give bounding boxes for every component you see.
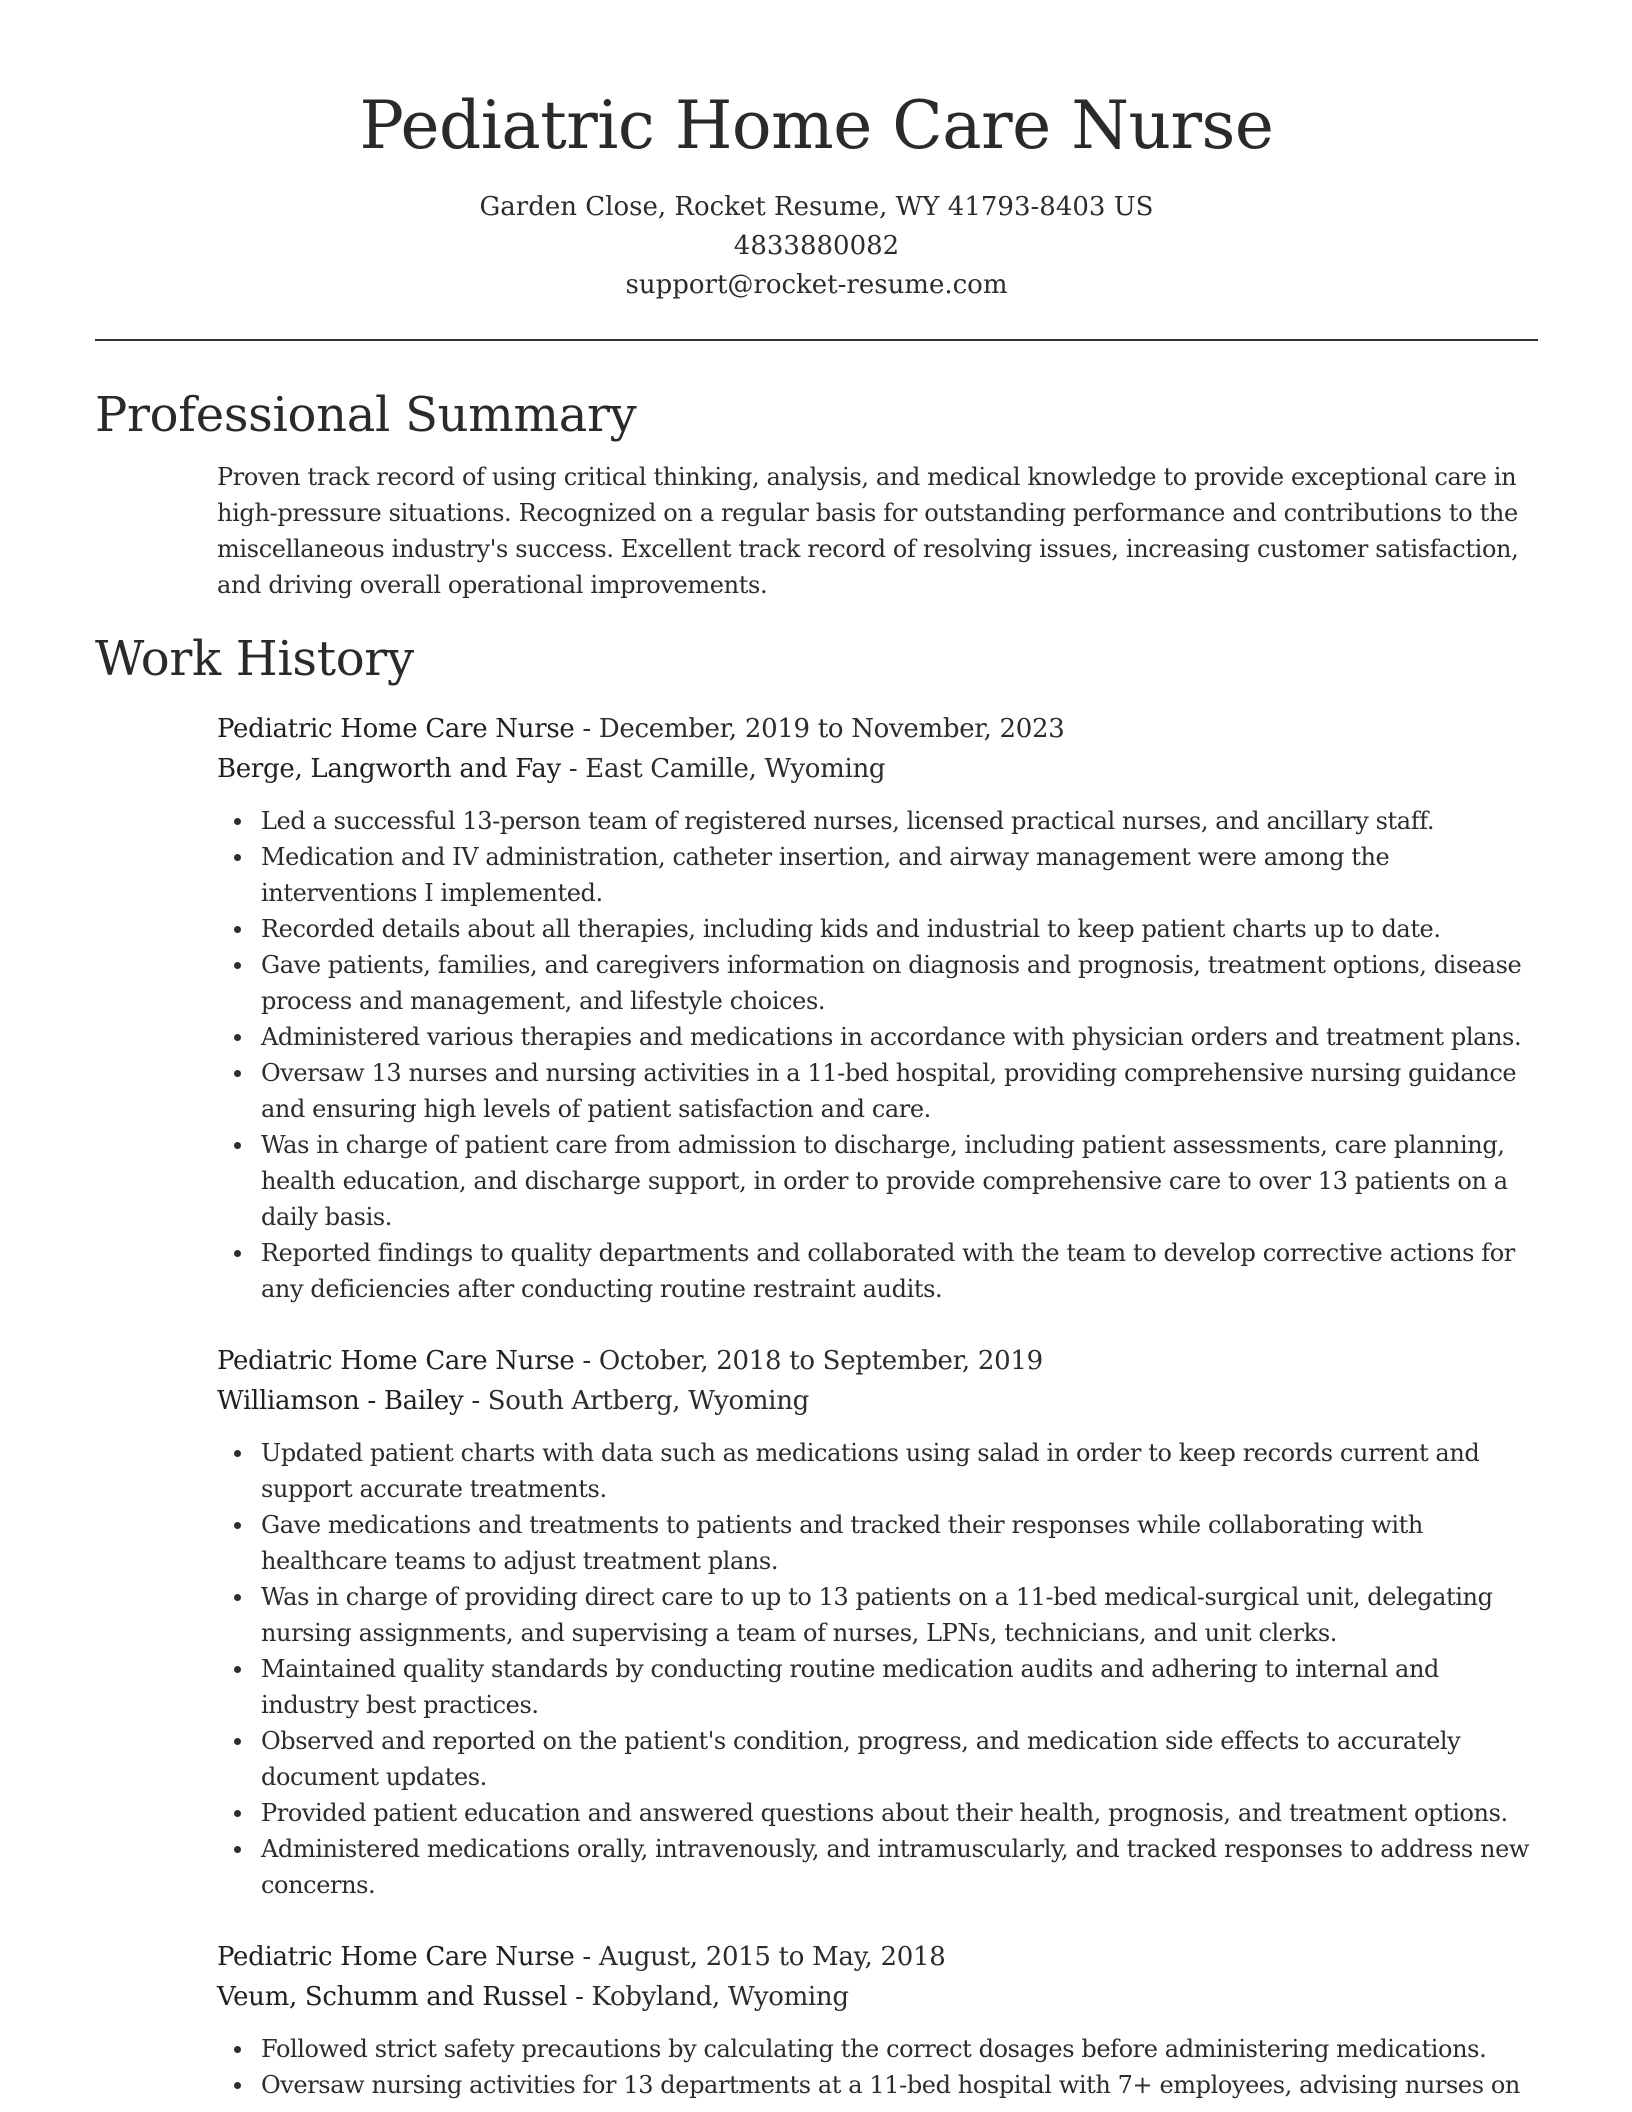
section-title-summary: Professional Summary <box>95 387 637 443</box>
job-location: - East Camille, Wyoming <box>560 754 886 784</box>
job-bullet: Followed strict safety precautions by calculating the correct dosages before administering medications. <box>261 2031 1539 2067</box>
job-company-line <box>217 1977 1539 2017</box>
job-role: Pediatric Home Care Nurse <box>217 714 575 744</box>
job-bullets <box>217 1435 1539 1903</box>
job-location: - Kobyland, Wyoming <box>567 1982 849 2012</box>
job-bullet: Was in charge of providing direct care to up to 13 patients on a 11-bed medical-surgical unit, delegating nursing assignments, and supervising a team of nurses, LPNs, technicians, and unit clerks. <box>261 1579 1539 1651</box>
job-dates: - October, 2018 to September, 2019 <box>574 1346 1043 1376</box>
job-entry <box>217 1341 1539 1903</box>
job-entry <box>217 1937 1539 2103</box>
job-bullet: Recorded details about all therapies, including kids and industrial to keep patient charts up to date. <box>261 911 1539 947</box>
job-bullet: Reported findings to quality departments and collaborated with the team to develop corrective actions for any deficiencies after conducting routine restraint audits. <box>261 1235 1539 1307</box>
job-bullets <box>217 803 1539 1307</box>
job-bullet: Gave medications and treatments to patients and tracked their responses while collaborating with healthcare teams to adjust treatment plans. <box>261 1507 1539 1579</box>
job-bullet: Was in charge of patient care from admission to discharge, including patient assessments, care planning, health education, and discharge support, in order to provide comprehensive care to over 13 patients on a daily basis. <box>261 1127 1539 1235</box>
summary-text: Proven track record of using critical thinking, analysis, and medical knowledge to provide exceptional care in high-pressure situations. Recognized on a regular basis for outstanding performance and contributions to the miscellaneous industry's success. Excellent track record of resolving issues, increasing customer satisfaction, and driving overall operational improvements. <box>217 463 1519 599</box>
job-title-line <box>217 1937 1539 1977</box>
job-location: - South Artberg, Wyoming <box>463 1386 809 1416</box>
header-divider <box>95 339 1538 341</box>
job-bullet: Administered medications orally, intravenously, and intramuscularly, and tracked responses to address new concerns. <box>261 1831 1539 1903</box>
job-role: Pediatric Home Care Nurse <box>217 1942 575 1972</box>
contact-phone: 4833880082 <box>733 231 900 261</box>
job-bullet: Led a successful 13-person team of registered nurses, licensed practical nurses, and ancillary staff. <box>261 803 1539 839</box>
contact-block <box>95 188 1538 305</box>
job-company-line <box>217 1381 1539 1421</box>
job-role: Pediatric Home Care Nurse <box>217 1346 575 1376</box>
job-bullet: Observed and reported on the patient's condition, progress, and medication side effects to accurately document updates. <box>261 1723 1539 1795</box>
section-title-work-history: Work History <box>95 631 414 687</box>
job-entry <box>217 709 1539 1307</box>
job-bullet: Maintained quality standards by conducting routine medication audits and adhering to internal and industry best practices. <box>261 1651 1539 1723</box>
job-company: Veum, Schumm and Russel <box>217 1982 568 2012</box>
job-title-line <box>217 1341 1539 1381</box>
resume-name: Pediatric Home Care Nurse <box>359 87 1274 164</box>
job-bullet: Medication and IV administration, catheter insertion, and airway management were among the interventions I implemented. <box>261 839 1539 911</box>
job-bullet: Gave patients, families, and caregivers information on diagnosis and prognosis, treatment options, disease process and management, and lifestyle choices. <box>261 947 1539 1019</box>
job-company: Berge, Langworth and Fay <box>217 754 561 784</box>
job-dates: - December, 2019 to November, 2023 <box>574 714 1065 744</box>
job-bullet: Oversaw nursing activities for 13 departments at a 11-bed hospital with 7+ employees, advising nurses on <box>261 2067 1539 2103</box>
job-bullet: Provided patient education and answered questions about their health, prognosis, and treatment options. <box>261 1795 1539 1831</box>
job-company: Williamson - Bailey <box>217 1386 464 1416</box>
job-dates: - August, 2015 to May, 2018 <box>574 1942 946 1972</box>
resume-page <box>95 0 1538 2103</box>
job-bullet: Updated patient charts with data such as medications using salad in order to keep records current and support accurate treatments. <box>261 1435 1539 1507</box>
job-company-line <box>217 749 1539 789</box>
job-bullet: Administered various therapies and medications in accordance with physician orders and treatment plans. <box>261 1019 1539 1055</box>
job-bullets <box>217 2031 1539 2103</box>
contact-email: support@rocket-resume.com <box>625 270 1008 300</box>
job-title-line <box>217 709 1539 749</box>
job-bullet: Oversaw 13 nurses and nursing activities in a 11-bed hospital, providing comprehensive nursing guidance and ensuring high levels of patient satisfaction and care. <box>261 1055 1539 1127</box>
contact-address: Garden Close, Rocket Resume, WY 41793-8403 US <box>479 192 1154 222</box>
